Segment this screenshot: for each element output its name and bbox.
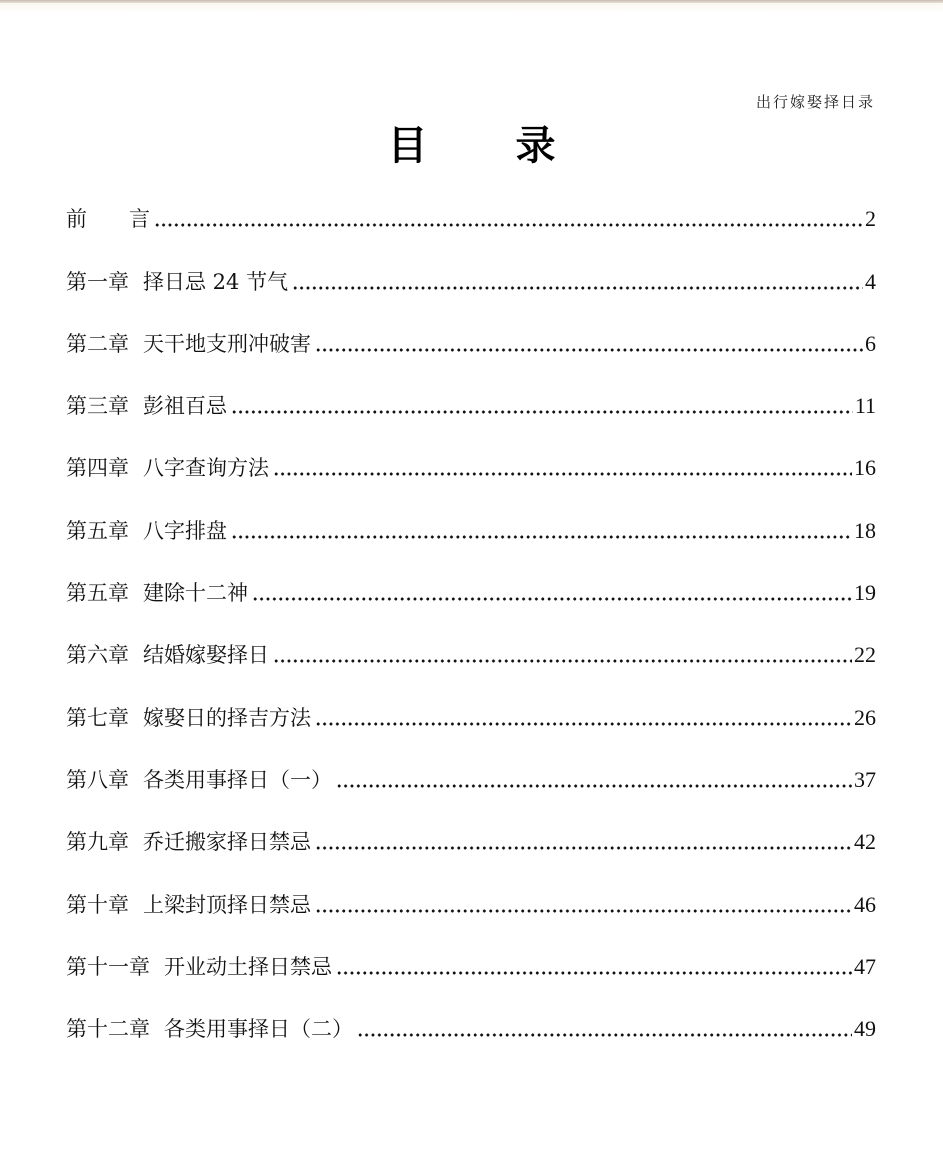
title-char-left: 目 xyxy=(387,122,428,169)
toc-entry[interactable] xyxy=(66,315,876,377)
title-char-right: 录 xyxy=(515,122,556,169)
dot-leader xyxy=(336,971,852,975)
toc-entry[interactable] xyxy=(66,501,876,563)
toc-entry-label: 第十一章 开业动土择日禁忌 xyxy=(66,954,332,979)
toc-page-number: 11 xyxy=(854,393,876,419)
toc-entry-label: 前 言 xyxy=(66,207,150,232)
running-header: 出行嫁娶择日录 xyxy=(755,93,875,111)
toc-page-number: 22 xyxy=(854,642,876,668)
toc-entry[interactable] xyxy=(66,875,876,937)
toc-page-number: 19 xyxy=(854,580,876,606)
toc-entry-label: 第六章 结婚嫁娶择日 xyxy=(66,643,269,668)
dot-leader xyxy=(315,846,852,850)
toc-page-number: 37 xyxy=(854,766,876,792)
toc-entry[interactable] xyxy=(66,751,876,813)
dot-leader xyxy=(357,1033,852,1037)
toc-entry-label: 第五章 八字排盘 xyxy=(66,518,227,543)
toc-entry[interactable] xyxy=(66,252,876,314)
toc-entry[interactable] xyxy=(66,626,876,688)
dot-leader xyxy=(315,909,852,913)
toc-page-number: 4 xyxy=(865,268,876,294)
table-of-contents xyxy=(66,190,876,1062)
dot-leader xyxy=(315,722,852,726)
toc-entry[interactable] xyxy=(66,1000,876,1062)
toc-entry[interactable] xyxy=(66,439,876,501)
dot-leader xyxy=(336,784,852,788)
dot-leader xyxy=(231,410,853,414)
toc-entry[interactable] xyxy=(66,938,876,1000)
toc-entry-label: 第十二章 各类用事择日（二） xyxy=(66,1017,353,1042)
toc-page-number: 6 xyxy=(865,330,876,356)
toc-entry[interactable] xyxy=(66,688,876,750)
toc-page-number: 47 xyxy=(854,953,876,979)
toc-entry[interactable] xyxy=(66,564,876,626)
toc-page-number: 49 xyxy=(854,1016,876,1042)
dot-leader xyxy=(273,659,852,663)
toc-entry-label: 第四章 八字查询方法 xyxy=(66,456,269,481)
dot-leader xyxy=(231,535,852,539)
toc-entry-label: 第八章 各类用事择日（一） xyxy=(66,767,332,792)
toc-entry-label: 第九章 乔迁搬家择日禁忌 xyxy=(66,830,311,855)
toc-entry-label: 第一章 择日忌 24 节气 xyxy=(66,269,289,294)
toc-page-number: 16 xyxy=(854,455,876,481)
toc-entry-label: 第五章 建除十二神 xyxy=(66,581,248,606)
toc-entry-label: 第十章 上梁封顶择日禁忌 xyxy=(66,892,311,917)
toc-entry-preface[interactable] xyxy=(66,190,876,252)
toc-page-number: 46 xyxy=(854,891,876,917)
toc-entry[interactable] xyxy=(66,813,876,875)
toc-page-number: 2 xyxy=(865,206,876,232)
dot-leader xyxy=(315,348,863,352)
dot-leader xyxy=(273,472,852,476)
page-title xyxy=(0,118,943,174)
dot-leader xyxy=(154,223,863,227)
toc-page-number: 42 xyxy=(854,829,876,855)
toc-entry[interactable] xyxy=(66,377,876,439)
page-top-shadow xyxy=(0,3,943,13)
dot-leader xyxy=(252,597,852,601)
toc-entry-label: 第三章 彭祖百忌 xyxy=(66,394,227,419)
toc-entry-label: 第七章 嫁娶日的择吉方法 xyxy=(66,705,311,730)
toc-entry-label: 第二章 天干地支刑冲破害 xyxy=(66,331,311,356)
toc-page-number: 26 xyxy=(854,704,876,730)
dot-leader xyxy=(292,286,863,290)
toc-page-number: 18 xyxy=(854,517,876,543)
